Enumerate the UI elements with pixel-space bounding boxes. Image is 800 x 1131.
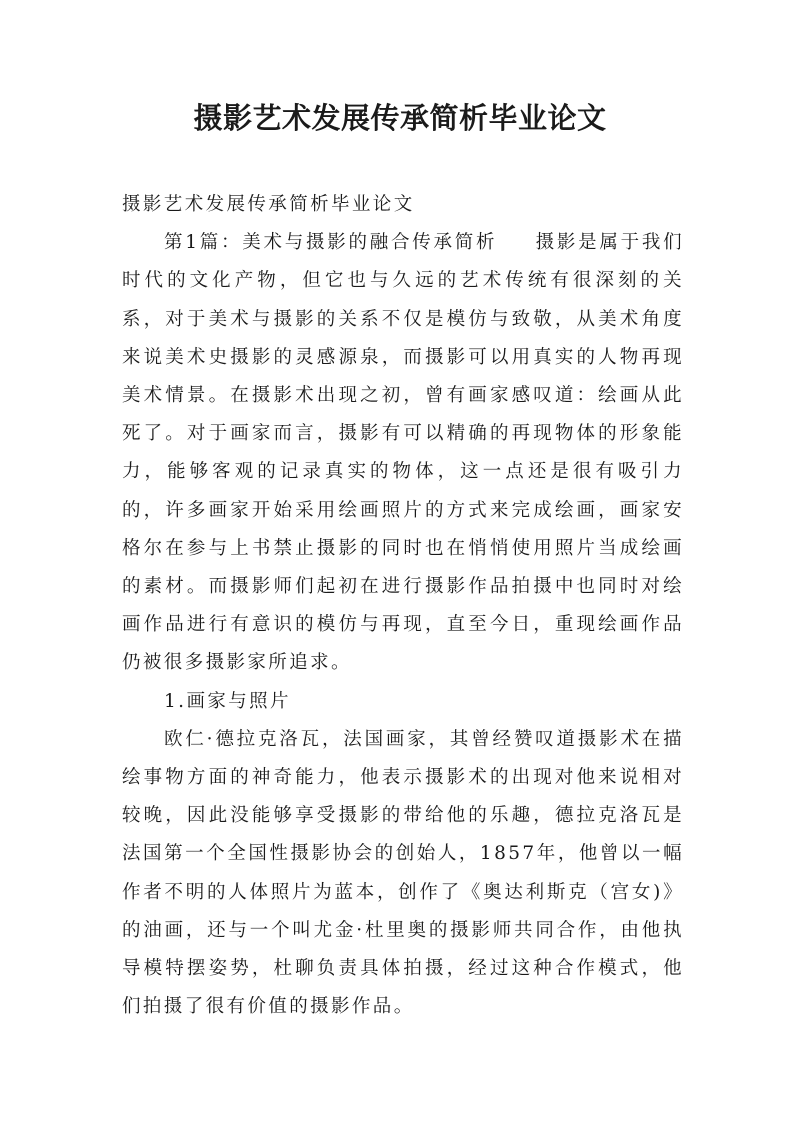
document-title: 摄影艺术发展传承简析毕业论文: [193, 101, 607, 135]
paragraph-text-2: 欧仁·德拉克洛瓦，法国画家，其曾经赞叹道摄影术在描绘事物方面的神奇能力，他表示摄影术的出现对他来说相对较晚，因此没能够享受摄影的带给他的乐趣，德拉克洛瓦是法国第一个全国性摄影协会的创始人，1857年，他曾以一幅作者不明的人体照片为蓝本，创作了《奥达利斯克（宫女)》的油画，还与一个叫尤金·杜里奥的摄影师共同合作，由他执导模特摆姿势，杜聊负责具体拍摄，经过这种合作模式，他们拍摄了很有价值的摄影作品。: [122, 728, 684, 1018]
section-heading: 1.画家与照片: [164, 690, 291, 712]
chapter-heading: 第1篇：美术与摄影的融合传承简析: [164, 232, 498, 254]
paragraph-text-1: 摄影是属于我们时代的文化产物，但它也与久远的艺术传统有很深刻的关系，对于美术与摄影的关系不仅是模仿与致敬，从美术角度来说美术史摄影的灵感源泉，而摄影可以用真实的人物再现美术情景。在摄影术出现之初，曾有画家感叹道：绘画从此死了。对于画家而言，摄影有可以精确的再现物体的形象能力，能够客观的记录真实的物体，这一点还是很有吸引力的，许多画家开始采用绘画照片的方式来完成绘画，画家安格尔在参与上书禁止摄影的同时也在悄悄使用照片当成绘画的素材。而摄影师们起初在进行摄影作品拍摄中也同时对绘画作品进行有意识的模仿与再现，直至今日，重现绘画作品仍被很多摄影家所追求。: [122, 232, 684, 674]
paragraph-chapter-1: [122, 224, 684, 682]
document-subtitle: 摄影艺术发展传承简析毕业论文: [122, 194, 415, 215]
document-body: [122, 186, 684, 1026]
